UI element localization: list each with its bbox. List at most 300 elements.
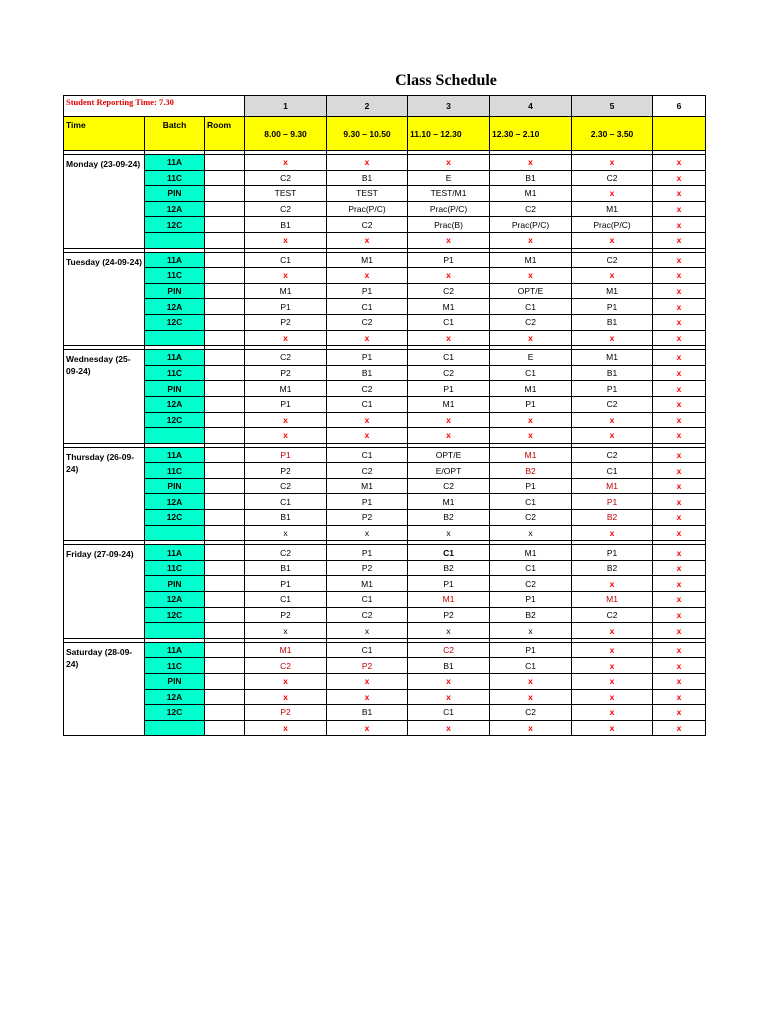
batch-cell: 12A [145,396,205,412]
schedule-cell: x [490,330,572,346]
schedule-cell: C1 [408,350,490,366]
schedule-cell: C2 [572,607,653,623]
schedule-cell: P1 [490,642,572,658]
schedule-cell: x [408,720,490,736]
schedule-cell: x [408,623,490,639]
room-cell [205,299,245,315]
schedule-cell: x [408,232,490,248]
room-cell [205,705,245,721]
room-cell [205,560,245,576]
schedule-cell: P2 [245,365,327,381]
table-row [64,412,706,428]
table-row [64,560,706,576]
schedule-cell: C2 [572,396,653,412]
schedule-cell: C1 [327,396,408,412]
schedule-cell: B2 [490,607,572,623]
schedule-cell: x [653,299,706,315]
time-header: Time [64,117,145,151]
schedule-cell: x [327,330,408,346]
table-row [64,201,706,217]
schedule-cell: x [653,510,706,526]
schedule-cell: x [327,155,408,171]
schedule-cell: x [245,232,327,248]
schedule-cell: B1 [245,560,327,576]
schedule-cell: x [245,412,327,428]
room-cell [205,170,245,186]
schedule-cell: C1 [245,252,327,268]
room-cell [205,217,245,233]
schedule-cell: x [408,330,490,346]
schedule-cell: TEST [327,186,408,202]
batch-cell: 11A [145,545,205,561]
schedule-cell: C1 [490,658,572,674]
schedule-cell: x [572,720,653,736]
schedule-cell: M1 [245,283,327,299]
batch-cell: PIN [145,674,205,690]
schedule-cell: x [327,525,408,541]
table-row [64,623,706,639]
schedule-cell: x [327,412,408,428]
room-cell [205,720,245,736]
day-label: Friday (27-09-24) [64,545,145,639]
schedule-cell: M1 [490,252,572,268]
schedule-cell: x [653,217,706,233]
batch-cell: PIN [145,283,205,299]
schedule-cell: B1 [327,365,408,381]
schedule-cell: C2 [327,381,408,397]
room-cell [205,545,245,561]
schedule-cell: x [245,720,327,736]
table-row [64,396,706,412]
schedule-cell: C1 [490,365,572,381]
schedule-cell: M1 [408,299,490,315]
batch-cell: 12A [145,201,205,217]
day-label: Saturday (28-09-24) [64,642,145,736]
batch-cell: PIN [145,381,205,397]
schedule-cell: x [653,381,706,397]
schedule-cell: x [653,689,706,705]
room-cell [205,607,245,623]
schedule-cell: x [572,674,653,690]
schedule-cell: x [653,268,706,284]
time-slot: 12.30 – 2.10 [490,117,572,151]
schedule-cell: x [653,252,706,268]
room-cell [205,381,245,397]
schedule-cell: P2 [245,607,327,623]
schedule-cell: x [572,412,653,428]
schedule-cell: B1 [245,510,327,526]
schedule-cell: M1 [490,447,572,463]
period-number-row [64,96,706,117]
schedule-cell: C1 [245,592,327,608]
time-slot: 8.00 – 9.30 [245,117,327,151]
schedule-cell: C2 [245,170,327,186]
schedule-cell: x [653,447,706,463]
room-cell [205,525,245,541]
schedule-cell: x [408,525,490,541]
table-row [64,350,706,366]
batch-cell: 11A [145,350,205,366]
table-row [64,705,706,721]
room-cell [205,314,245,330]
table-row [64,299,706,315]
schedule-cell: C1 [245,494,327,510]
schedule-cell: x [490,412,572,428]
schedule-cell: x [245,155,327,171]
schedule-cell: C1 [490,494,572,510]
schedule-cell: C2 [572,447,653,463]
schedule-cell: C1 [490,299,572,315]
table-row [64,447,706,463]
reporting-time: Student Reporting Time: 7.30 [64,96,245,117]
schedule-cell: x [327,268,408,284]
room-cell [205,155,245,171]
schedule-cell: C2 [572,170,653,186]
room-cell [205,592,245,608]
time-slot: 2.30 – 3.50 [572,117,653,151]
schedule-cell: P2 [245,705,327,721]
schedule-cell: P1 [572,494,653,510]
schedule-cell: C2 [327,463,408,479]
schedule-cell: TEST [245,186,327,202]
table-row [64,330,706,346]
schedule-cell: x [653,545,706,561]
schedule-cell: x [653,705,706,721]
schedule-cell: x [653,525,706,541]
batch-cell: 11C [145,170,205,186]
batch-cell [145,525,205,541]
table-row [64,525,706,541]
schedule-cell: C2 [327,607,408,623]
schedule-cell: x [327,428,408,444]
table-row [64,576,706,592]
table-row [64,232,706,248]
schedule-cell: B2 [572,560,653,576]
time-slot: 11.10 – 12.30 [408,117,490,151]
batch-cell [145,623,205,639]
room-cell [205,365,245,381]
schedule-cell: x [572,232,653,248]
schedule-cell: x [572,689,653,705]
schedule-cell: x [572,155,653,171]
table-row [64,545,706,561]
schedule-cell: x [408,674,490,690]
schedule-cell: x [572,428,653,444]
room-cell [205,268,245,284]
room-cell [205,494,245,510]
schedule-cell: B1 [327,705,408,721]
schedule-cell: x [653,232,706,248]
schedule-cell: x [572,705,653,721]
schedule-cell: C1 [327,592,408,608]
table-row [64,642,706,658]
room-cell [205,201,245,217]
schedule-cell: M1 [490,545,572,561]
room-cell [205,576,245,592]
batch-cell: 12C [145,510,205,526]
schedule-cell: P1 [245,299,327,315]
schedule-cell: x [327,689,408,705]
room-cell [205,396,245,412]
time-slot-row [64,117,706,151]
table-row [64,720,706,736]
table-row [64,494,706,510]
schedule-cell: C2 [490,201,572,217]
schedule-cell: x [490,674,572,690]
schedule-cell: B1 [245,217,327,233]
batch-cell [145,428,205,444]
schedule-cell: C2 [490,705,572,721]
schedule-cell: Prac(P/C) [327,201,408,217]
schedule-cell: x [653,592,706,608]
schedule-cell: M1 [245,642,327,658]
schedule-cell: x [245,623,327,639]
batch-cell [145,330,205,346]
schedule-cell: P2 [327,510,408,526]
batch-cell: 12A [145,592,205,608]
schedule-cell: x [327,674,408,690]
schedule-cell: x [408,412,490,428]
batch-cell: PIN [145,186,205,202]
room-cell [205,283,245,299]
schedule-cell: B1 [327,170,408,186]
batch-header: Batch [145,117,205,151]
schedule-cell: M1 [327,478,408,494]
day-label: Monday (23-09-24) [64,155,145,249]
schedule-cell: x [490,720,572,736]
room-cell [205,478,245,494]
schedule-cell: M1 [408,494,490,510]
room-header: Room [205,117,245,151]
batch-cell: 11C [145,365,205,381]
schedule-cell: x [572,642,653,658]
room-cell [205,350,245,366]
schedule-cell: P1 [245,396,327,412]
schedule-cell: x [653,674,706,690]
schedule-cell: OPT/E [408,447,490,463]
schedule-cell: C2 [408,365,490,381]
schedule-cell: C2 [245,350,327,366]
schedule-cell: x [653,365,706,381]
schedule-cell: P2 [327,658,408,674]
schedule-cell: B1 [490,170,572,186]
schedule-cell: x [653,170,706,186]
schedule-cell: x [408,689,490,705]
room-cell [205,252,245,268]
schedule-cell: x [572,186,653,202]
schedule-cell: C2 [245,478,327,494]
table-row [64,314,706,330]
schedule-cell: x [572,623,653,639]
schedule-cell: B2 [572,510,653,526]
room-cell [205,330,245,346]
room-cell [205,689,245,705]
schedule-cell: M1 [408,592,490,608]
schedule-cell: x [653,560,706,576]
table-row [64,155,706,171]
schedule-cell: x [653,330,706,346]
batch-cell: 12A [145,494,205,510]
schedule-cell: C2 [408,642,490,658]
page-title: Class Schedule [395,72,497,89]
table-row [64,268,706,284]
batch-cell: 11C [145,268,205,284]
schedule-cell: P1 [408,381,490,397]
time-slot: 9.30 – 10.50 [327,117,408,151]
table-row [64,428,706,444]
schedule-cell: x [653,658,706,674]
schedule-cell: C1 [408,314,490,330]
schedule-cell: x [327,232,408,248]
room-cell [205,186,245,202]
schedule-cell: x [327,720,408,736]
schedule-cell: C2 [327,217,408,233]
schedule-cell: P1 [490,478,572,494]
room-cell [205,447,245,463]
schedule-cell: B2 [408,560,490,576]
schedule-cell: x [490,155,572,171]
schedule-cell: C2 [490,314,572,330]
schedule-cell: TEST/M1 [408,186,490,202]
schedule-cell: P2 [408,607,490,623]
schedule-cell: Prac(P/C) [490,217,572,233]
table-row [64,283,706,299]
schedule-cell: C2 [490,510,572,526]
schedule-cell: x [653,350,706,366]
room-cell [205,674,245,690]
batch-cell: 12A [145,689,205,705]
schedule-table [63,95,706,736]
table-row [64,381,706,397]
schedule-cell: x [245,330,327,346]
batch-cell: PIN [145,576,205,592]
batch-cell: 11A [145,252,205,268]
schedule-cell: x [653,283,706,299]
schedule-cell: x [572,658,653,674]
schedule-cell: E [408,170,490,186]
schedule-cell: x [408,268,490,284]
schedule-cell: x [653,576,706,592]
schedule-cell: P1 [490,592,572,608]
schedule-cell: x [653,186,706,202]
schedule-cell: B1 [572,314,653,330]
schedule-cell: P2 [245,314,327,330]
schedule-cell: C1 [327,299,408,315]
period-number: 4 [490,96,572,117]
schedule-cell: M1 [408,396,490,412]
schedule-cell: C2 [245,201,327,217]
schedule-cell: x [572,330,653,346]
table-row [64,217,706,233]
table-row [64,252,706,268]
schedule-cell: C2 [490,576,572,592]
batch-cell [145,720,205,736]
schedule-cell: x [653,201,706,217]
room-cell [205,510,245,526]
schedule-cell: x [653,720,706,736]
table-row [64,658,706,674]
schedule-cell: M1 [327,576,408,592]
day-label: Wednesday (25-09-24) [64,350,145,444]
room-cell [205,642,245,658]
schedule-cell: x [245,525,327,541]
batch-cell: 12C [145,705,205,721]
batch-cell [145,232,205,248]
table-row [64,689,706,705]
schedule-cell: x [653,623,706,639]
schedule-cell: P2 [327,560,408,576]
batch-cell: 12C [145,412,205,428]
batch-cell: 12A [145,299,205,315]
schedule-cell: x [653,463,706,479]
schedule-cell: C1 [572,463,653,479]
schedule-cell: B1 [408,658,490,674]
table-row [64,592,706,608]
period-number: 2 [327,96,408,117]
schedule-cell: x [245,674,327,690]
batch-cell: 11C [145,463,205,479]
batch-cell: 12C [145,607,205,623]
batch-cell: 12C [145,314,205,330]
schedule-cell: x [245,428,327,444]
schedule-cell: x [490,689,572,705]
schedule-cell: M1 [327,252,408,268]
table-row [64,478,706,494]
schedule-cell: B2 [408,510,490,526]
schedule-cell: x [327,623,408,639]
schedule-cell: x [408,155,490,171]
schedule-cell: M1 [572,478,653,494]
schedule-cell: C1 [408,705,490,721]
batch-cell: 11A [145,642,205,658]
schedule-cell: x [653,396,706,412]
room-cell [205,463,245,479]
schedule-cell: C2 [245,545,327,561]
schedule-cell: C1 [490,560,572,576]
table-row [64,607,706,623]
schedule-cell: x [490,428,572,444]
schedule-cell: x [653,412,706,428]
time-slot [653,117,706,151]
schedule-cell: E/OPT [408,463,490,479]
period-number: 6 [653,96,706,117]
schedule-cell: x [490,268,572,284]
room-cell [205,412,245,428]
schedule-cell: E [490,350,572,366]
schedule-cell: x [490,232,572,248]
schedule-cell: C1 [408,545,490,561]
period-number: 3 [408,96,490,117]
table-row [64,674,706,690]
table-row [64,186,706,202]
schedule-cell: M1 [572,283,653,299]
schedule-cell: C2 [572,252,653,268]
batch-cell: 11C [145,560,205,576]
schedule-cell: M1 [490,381,572,397]
schedule-cell: Prac(P/C) [408,201,490,217]
schedule-cell: M1 [572,592,653,608]
schedule-cell: x [653,478,706,494]
table-row [64,365,706,381]
schedule-cell: x [490,623,572,639]
batch-cell: 11A [145,155,205,171]
schedule-cell: P1 [408,252,490,268]
schedule-cell: P1 [327,350,408,366]
schedule-cell: x [653,428,706,444]
schedule-cell: C2 [408,283,490,299]
period-number: 1 [245,96,327,117]
schedule-cell: P1 [245,447,327,463]
